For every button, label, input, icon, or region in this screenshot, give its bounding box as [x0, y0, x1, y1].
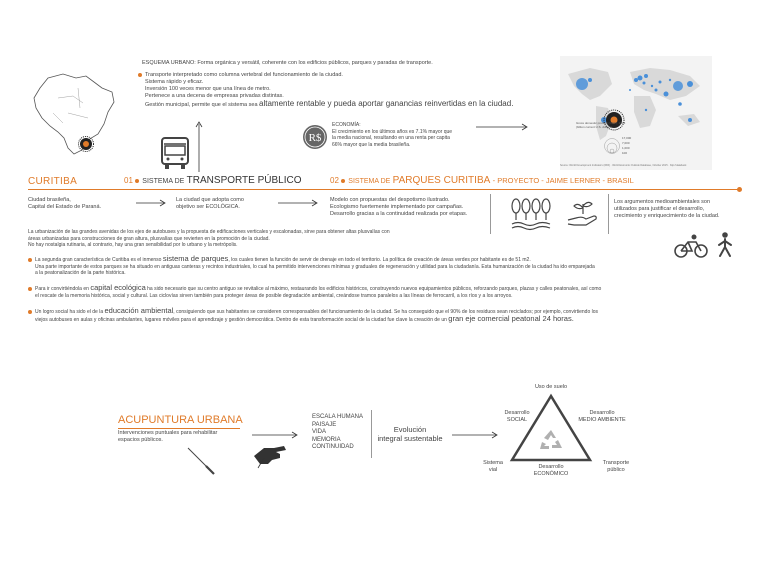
parques-paragraph	[28, 256, 595, 277]
acupuntura-description	[118, 430, 217, 444]
paragraph-text: ha sido necesario que su centro antiguo se revitalice al máximo, restaurando los edificios históricos, construyendo nuevos equipamientos públicos, reforzando parques, plazas y calles peatonales, así como	[147, 286, 602, 292]
hand-needle-icon	[250, 442, 290, 468]
principle-item: MEMORIA	[312, 436, 341, 443]
section-prefix: SISTEMA DE	[142, 178, 185, 185]
paragraph-text: , los cuales tienen la función de servir de drenaje en todo el territorio. La política de creación de áreas verdes por habitante es de 51 m2.	[228, 257, 531, 263]
vertical-divider	[490, 194, 491, 234]
svg-text:R$: R$	[308, 132, 322, 144]
model-desc-line: Modelo con propuestas del despotismo ilustrado.	[330, 197, 450, 203]
section-02-title	[330, 175, 634, 186]
principle-item: VIDA	[312, 429, 327, 435]
arrow-right-icon	[452, 432, 498, 438]
arrow-right-icon	[278, 200, 318, 206]
paragraph-text: viejos autobuses en aulas y oficinas ambulantes, lugares móviles para el aprendizaje y gestión democrática. Dentro de esta transformación social de la ciudad fue clave la creación de un	[35, 316, 447, 323]
map-source: Source: World Development Indicators (WDI) · World Economic Outlook Database, October 2015 · http://databank	[560, 164, 687, 167]
legend-value: 1,000	[622, 146, 630, 150]
acupuntura-desc-line: Intervenciones puntuales para rehabilitar	[118, 430, 218, 436]
principle-item: ESCALA HUMANA	[312, 414, 364, 420]
section-main: PARQUES CURITIBA	[392, 175, 491, 186]
arrow-right-icon	[252, 432, 298, 438]
legend-value: 100	[622, 151, 628, 155]
park-trees-icon	[510, 196, 552, 230]
bullet-dot	[28, 258, 32, 262]
divider-end-dot	[737, 187, 742, 192]
world-gdp-map	[560, 56, 712, 170]
acupuntura-title: ACUPUNTURA URBANA	[118, 414, 243, 426]
city-title: CURITIBA	[28, 176, 78, 187]
triangle-bottom-label	[526, 464, 576, 478]
label-line: Desarrollo	[538, 464, 564, 470]
recycle-icon	[538, 428, 564, 452]
model-description	[330, 197, 467, 218]
world-map-graphic	[560, 56, 712, 170]
map-caption: Gross domestic product (GDP), 2014 (billion current U.S. dollars)	[576, 121, 626, 129]
city-desc-line: Capital del Estado de Paraná.	[28, 204, 102, 210]
transporte-line: Sistema rápido y eficaz.	[145, 79, 204, 85]
evolucion-line: Evolución	[393, 425, 427, 434]
argumentos-text	[614, 199, 719, 220]
label-line: vial	[488, 467, 498, 473]
pedestrian-icon	[716, 232, 734, 258]
hand-plant-icon	[566, 198, 600, 228]
paragraph-emphasis: gran eje comercial peatonal 24 horas.	[448, 313, 574, 323]
section-main: TRANSPORTE PÚBLICO	[186, 175, 302, 186]
bullet-dot	[135, 179, 139, 183]
educacion-paragraph	[28, 308, 598, 323]
evolucion-line: integral sustentable	[377, 434, 443, 443]
paragraph-emphasis: educación ambiental	[104, 306, 174, 315]
model-desc-line: Desarrollo gracias a la continuidad realizada por etapas.	[330, 211, 468, 217]
vertical-divider	[608, 194, 609, 234]
section-01-title	[124, 175, 302, 186]
economia-line: la media nacional, resultando en una renta per capita	[332, 135, 450, 141]
acupuntura-underline	[118, 428, 240, 429]
label-line: ECONÓMICO	[533, 471, 569, 477]
arrow-right-icon	[136, 200, 166, 206]
bus-icon	[160, 136, 190, 170]
paragraph-line: No hay nostalgia rutinaria, al contrario, hay una gran sensibilidad por lo urbano y la metrópolis.	[28, 242, 238, 248]
transport-desc-line: La ciudad que adopta como	[176, 197, 244, 203]
acupuntura-desc-line: espacios públicos.	[118, 437, 163, 443]
legend-value: 17,000	[622, 136, 632, 140]
paragraph-text: Un logro social ha sido el de la	[35, 309, 104, 315]
legend-value: 7,000	[622, 141, 630, 145]
city-desc-line: Ciudad brasileña,	[28, 197, 71, 203]
section-number: 01	[124, 176, 133, 185]
currency-real-icon	[302, 124, 328, 150]
transporte-line: Transporte interpretado como columna vertebral del funcionamiento de la ciudad.	[145, 72, 343, 78]
paragraph-line: el rescate de la memoria histórica, social y cultural. Las ciclovías sirven también para proteger áreas de posible degradación ambiental, creándose tramos paralelos a las líneas de ferrocarril, a los ríos y a los arroyos.	[35, 292, 513, 299]
paragraph-line: Una parte importante de estos parques se ha situado en antiguas canteras y recintos industriales, lo cual ha permitido intervenciones mínimas y graduales de regeneración y utilidad para la ciudadanía. Esta humanización de la ciudad ha ido emparejada	[35, 263, 595, 270]
label-line: Sistema	[483, 460, 503, 466]
principle-item: CONTINUIDAD	[312, 444, 354, 450]
transport-description	[176, 197, 244, 211]
bicycle-icon	[674, 234, 708, 258]
argumentos-line: crecimiento y enriquecimiento de la ciudad.	[614, 213, 720, 219]
label-line: Transporte	[602, 460, 630, 466]
arrow-right-icon	[476, 124, 528, 130]
triangle-top-label: Uso de suelo	[534, 384, 568, 390]
section-divider	[28, 189, 740, 190]
paragraph-emphasis: capital ecológica	[90, 283, 146, 292]
label-line: MEDIO AMBIENTE	[578, 417, 626, 423]
bullet-dot	[138, 73, 142, 77]
triangle-bottom-right-label	[596, 460, 636, 474]
transporte-line: Gestión municipal, permite que el sistema sea	[145, 102, 258, 108]
city-description	[28, 197, 101, 211]
transporte-line: Inversión 100 veces menor que una línea de metro.	[145, 86, 271, 92]
bullet-dot	[341, 179, 345, 183]
label-line: público	[607, 467, 625, 473]
triangle-bottom-left-label	[478, 460, 508, 474]
label-line: SOCIAL	[506, 417, 528, 423]
paragraph-line: a la peatonalización de la parte histórica.	[35, 270, 126, 276]
economia-title: ECONOMÍA:	[332, 122, 361, 128]
capital-ecologica-paragraph	[28, 285, 601, 299]
transporte-list	[138, 72, 513, 109]
transporte-emphasis: altamente rentable y pueda aportar ganancias reinvertidas en la ciudad.	[259, 99, 514, 108]
label-line: Desarrollo	[504, 410, 530, 416]
vertical-divider	[371, 410, 372, 458]
principle-item: PAISAJE	[312, 421, 337, 428]
economia-line: El crecimiento en los últimos años es 7.1% mayor que	[332, 128, 453, 135]
paragraph-text: Para ir convirtiéndola en	[35, 286, 89, 292]
acupuntura-principles-list	[312, 414, 363, 452]
section-number: 02	[330, 176, 339, 185]
paragraph-line: La urbanización de las grandes avenidas de los ejes de autobuses y la propuesta de edificaciones verticales y escalonadas, sirve para obtener altas plusvalías con	[28, 229, 390, 235]
argumentos-line: utilizados para justificar el desarrollo,	[614, 206, 705, 212]
transporte-line: Pertenece a una decena de empresas privadas distintas.	[145, 93, 284, 99]
brazil-map	[28, 68, 118, 158]
urbanizacion-paragraph	[28, 229, 390, 249]
paragraph-text: , consiguiendo que sus habitantes se consideren corresponsables del funcionamiento de la ciudad. Se ha conseguido que el 90% de los residuos sean reciclados; por ejemplo, convirtiendo los	[173, 309, 599, 315]
map-legend	[622, 136, 631, 156]
evolucion-label	[374, 425, 446, 443]
needle-icon	[186, 446, 216, 476]
model-desc-line: Ecologismo fuertemente implementado por campañas.	[330, 204, 464, 210]
paragraph-line: áreas urbanizadas para construcciones de gran altura, plusvalías que revierten en la promoción de la ciudad.	[28, 235, 270, 242]
bullet-dot	[28, 310, 32, 314]
argumentos-line: Los argumentos medioambientales son	[614, 199, 711, 205]
label-line: Desarrollo	[589, 410, 615, 416]
section-subtitle: - PROYECTO - JAIME LERNER - BRASIL	[492, 176, 634, 185]
esquema-text: ESQUEMA URBANO: Forma orgánica y versátil, coherente con los edificios públicos, parques y paradas de transporte.	[142, 60, 433, 66]
economia-block	[332, 122, 452, 148]
section-prefix: SISTEMA DE	[348, 178, 391, 185]
bullet-dot	[28, 287, 32, 291]
paragraph-emphasis: sistema de parques	[162, 254, 229, 263]
transport-desc-line: objetivo ser ECOLÓGICA.	[176, 204, 240, 210]
paragraph-text: La segunda gran característica de Curitiba es el inmenso	[35, 257, 162, 263]
arrow-up-icon	[196, 122, 202, 172]
economia-line: 66% mayor que la media brasileña.	[332, 141, 411, 148]
